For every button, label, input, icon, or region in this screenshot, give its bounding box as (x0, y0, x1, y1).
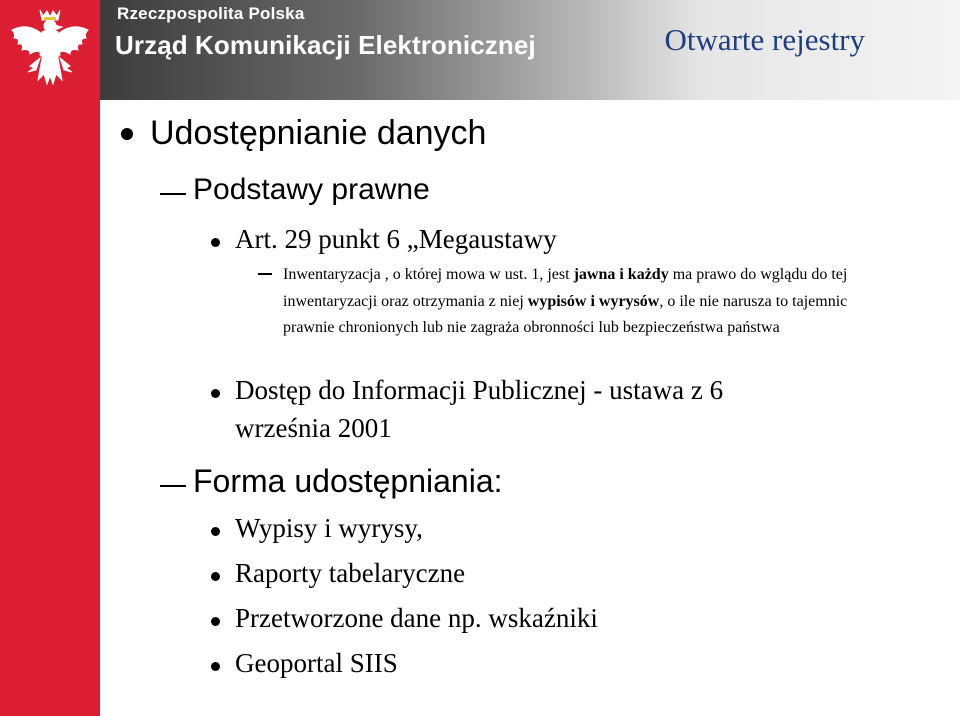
list-item: Geoportal SIIS (235, 648, 398, 678)
list-item: Wypisy i wyrysy, (235, 513, 423, 543)
bullet-dot (211, 662, 220, 671)
bullet-dot (211, 238, 220, 247)
header-banner (0, 0, 960, 100)
dash-bullet (258, 273, 272, 275)
org-office-name: Urząd Komunikacji Elektronicznej (115, 30, 536, 60)
item-access-line1: Dostęp do Informacji Publicznej - ustawa z 6 (235, 375, 724, 405)
paragraph-text: ma prawo do wglądu do tej inwentaryzacji oraz otrzymania z niej (283, 266, 848, 310)
bullet-dot (211, 527, 220, 536)
paragraph-bold: jawna i każdy (573, 266, 669, 283)
emblem (0, 0, 100, 100)
bullet-dot (211, 617, 220, 626)
subheading-podstawy: Podstawy prawne (193, 173, 430, 206)
heading-udostepnianie: Udostępnianie danych (150, 114, 487, 152)
item-access-line2: września 2001 (235, 413, 392, 443)
paragraph-text: Inwentaryzacja , o której mowa w ust. 1, jest (283, 266, 574, 283)
article-paragraph (283, 262, 853, 342)
item-art-29: Art. 29 punkt 6 „Megaustawy (235, 224, 557, 254)
org-country-name: Rzeczpospolita Polska (117, 4, 305, 23)
paragraph-text: , o ile nie narusza to tajemnic prawnie chronionych lub nie zagraża obronności lub bezpieczeństwa państwa (283, 292, 848, 336)
left-red-bar (0, 100, 100, 716)
registry-title: Otwarte rejestry (664, 22, 865, 57)
dash-bullet (160, 193, 186, 195)
paragraph-bold: wypisów i wyrysów (527, 292, 660, 310)
white-eagle-icon (0, 0, 100, 100)
bullet-dot (121, 128, 133, 140)
bullet-dot (211, 572, 220, 581)
subheading-forma: Forma udostępniania: (193, 463, 503, 499)
bullet-dot (211, 389, 220, 398)
list-item: Raporty tabelaryczne (235, 558, 466, 588)
dash-bullet (160, 485, 186, 487)
list-item: Przetworzone dane np. wskaźniki (235, 603, 598, 633)
